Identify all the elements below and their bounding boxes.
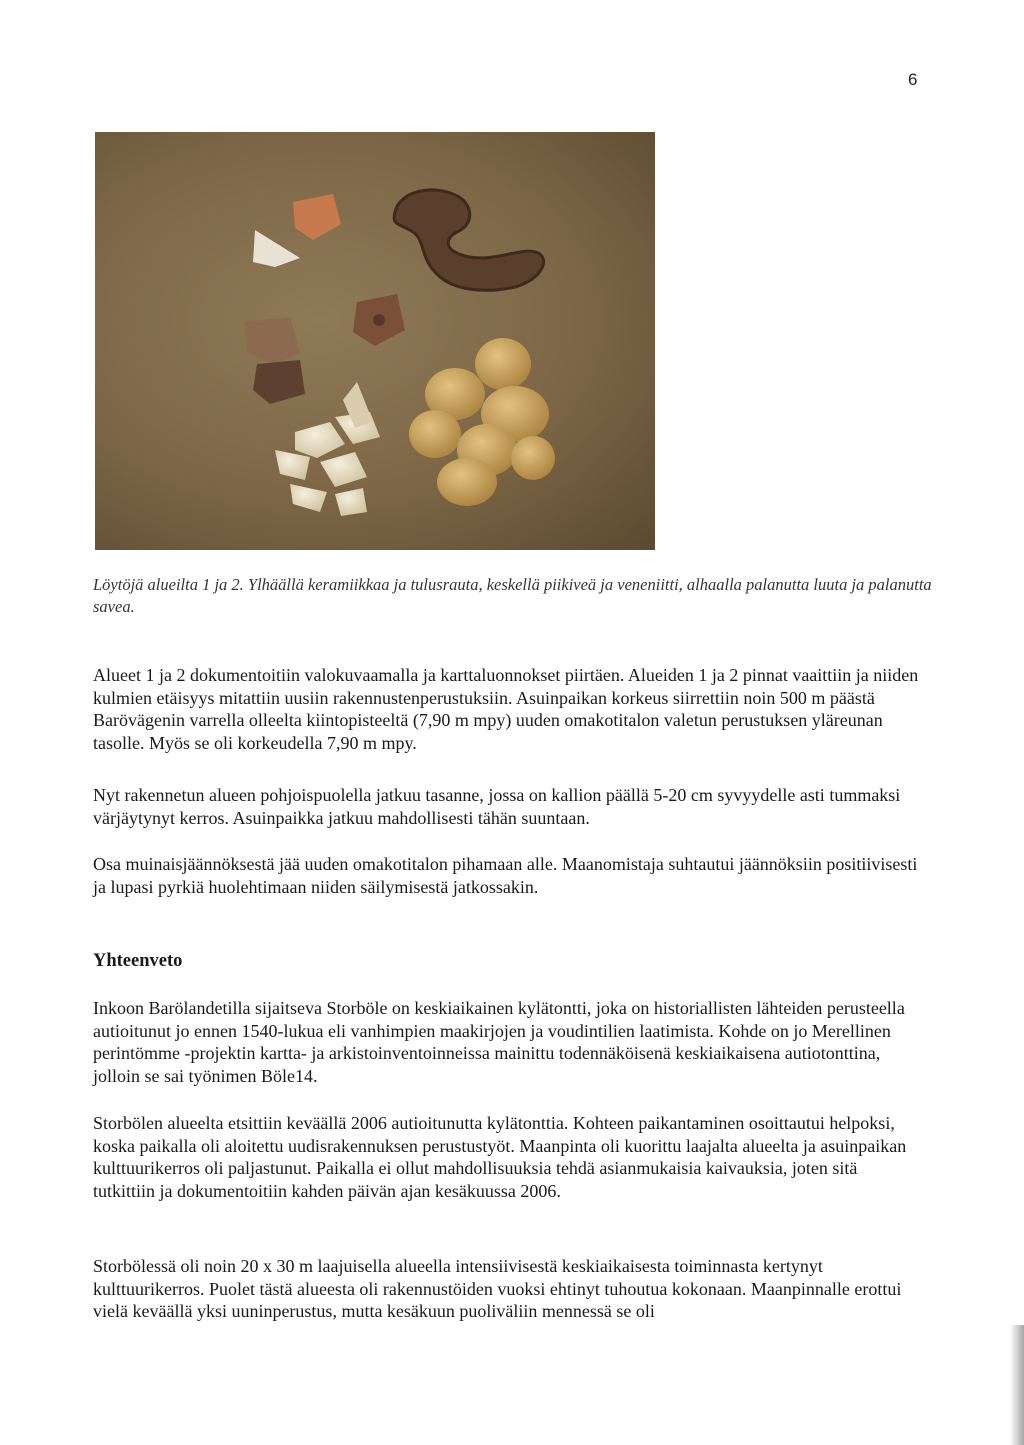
scan-edge-shadow xyxy=(1010,1325,1024,1445)
paragraph-landowner: Osa muinaisjäännöksestä jää uuden omakotitalon pihamaan alle. Maanomistaja suhtautui jäännöksiin positiivisesti ja lupasi pyrkiä huolehtimaan niiden säilymisestä jatkossakin. xyxy=(93,854,918,897)
burnt-clay-1 xyxy=(475,338,531,390)
figure-caption: Löytöjä alueilta 1 ja 2. Ylhäällä keramiikkaa ja tulusrauta, keskellä piikiveä ja veneniitti, alhaalla palanutta luuta ja palanutta savea. xyxy=(93,575,932,616)
page-number: 6 xyxy=(908,70,918,89)
burnt-clay-6 xyxy=(511,436,555,480)
burnt-clay-4 xyxy=(409,410,461,458)
ceramic-sherd-orange xyxy=(293,194,341,240)
finds-illustration xyxy=(95,132,655,550)
paragraph-north-extension: Nyt rakennetun alueen pohjoispuolella jatkuu tasanne, jossa on kallion päällä 5-20 cm syvyydelle asti tummaksi värjäytynyt kerros. Asuinpaikka jatkuu mahdollisesti tähän suuntaan. xyxy=(93,785,901,828)
slate-point xyxy=(245,317,300,364)
section-heading: Yhteenveto xyxy=(93,951,183,971)
ceramic-sherd-light xyxy=(253,230,300,267)
flint-detail xyxy=(373,314,385,326)
paragraph-summary-intro: Inkoon Barölandetilla sijaitseva Storböle on keskiaikainen kylätontti, joka on historiallisten lähteiden perusteella autioitunut jo ennen 1540-lukua eli vanhimpien maakirjojen ja voudintilien laatimista. Kohde on jo Merellinen perintömme -projektin kartta- ja arkistoinventoinneissa mainittu todennäköisenä keskiaikaisena autiotonttina, jolloin se sai työnimen Böle14. xyxy=(93,998,905,1087)
burnt-bone-4 xyxy=(320,452,367,487)
burnt-bone-1 xyxy=(295,422,345,458)
burnt-bone-3 xyxy=(275,450,310,480)
paragraph-documentation: Alueet 1 ja 2 dokumentoitiin valokuvaamalla ja karttaluonnokset piirtäen. Alueiden 1 ja 2 pinnat vaaittiin ja niiden kulmien etäisyys mitattiin uusiin rakennustenperustuksiin. Asuinpaikan korkeus siirrettiin noin 500 m päästä Barövägenin varrella olleelta kiintopisteeltä (7,90 m mpy) uuden omakotitalon valetun perustuksen yläreunan tasolle. Myös se oli korkeudella 7,90 m mpy. xyxy=(93,665,919,754)
paragraph-summary-survey: Storbölen alueelta etsittiin keväällä 2006 autioitunutta kylätonttia. Kohteen paikantaminen osoittautui helpoksi, koska paikalla oli aloitettu uudisrakennuksen perustustyöt. Maanpinta oli kuorittu laajalta alueelta ja asuinpaikan kulttuurikerros oli paljastunut. Paikalla ei ollut mahdollisuuksia tehdä asianmukaisia kaivauksia, joten sitä tutkittiin ja dokumentoitiin kahden päivän ajan kesäkuussa 2006. xyxy=(93,1113,907,1202)
burnt-clay-7 xyxy=(437,458,497,506)
burnt-bone-5 xyxy=(290,484,327,512)
paragraph-summary-layer: Storbölessä oli noin 20 x 30 m laajuisella alueella intensiivisestä keskiaikaisesta toiminnasta kertynyt kulttuurikerros. Puolet tästä alueesta oli rakennustöiden vuoksi ehtinyt tuhoutua kokonaan. Maanpinnalle erottui vielä keväällä yksi uuninperustus, mutta kesäkuun puoliväliin mennessä se oli xyxy=(93,1256,902,1322)
burnt-bone-6 xyxy=(335,488,367,516)
finds-photograph xyxy=(95,132,655,550)
fire-steel xyxy=(394,190,543,290)
dark-flint xyxy=(253,360,305,404)
